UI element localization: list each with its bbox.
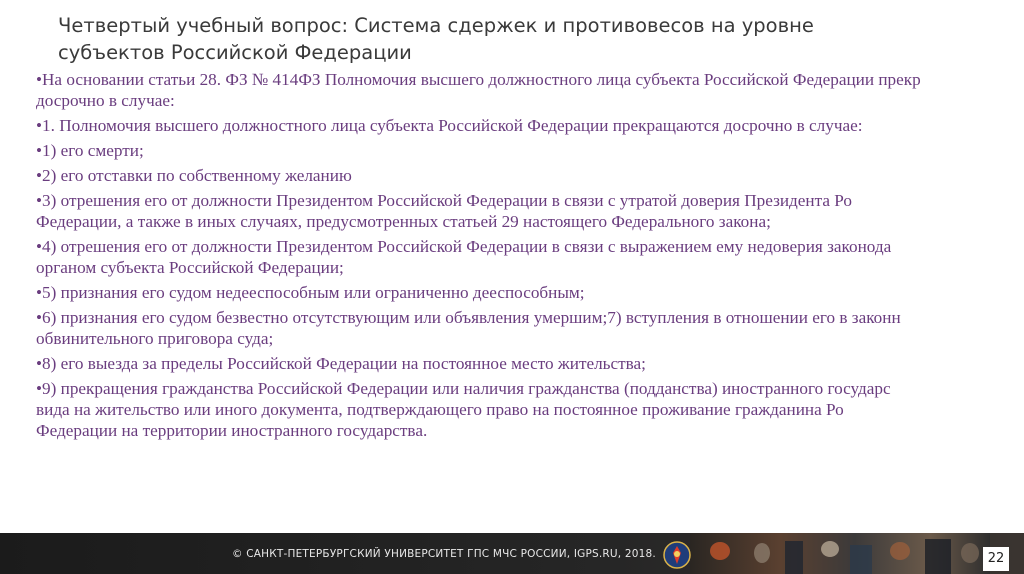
- body-paragraph: [36, 165, 1024, 186]
- body-paragraph: [36, 236, 1024, 278]
- body-paragraph-line: Федерации на территории иностранного государства.: [36, 421, 428, 440]
- body-paragraph-line: •8) его выезда за пределы Российской Федерации на постоянное место жительства;: [36, 354, 646, 373]
- slide-title-line-1: Четвертый учебный вопрос: Система сдержек и противовесов на уровне: [58, 14, 814, 37]
- body-paragraph-line: •4) отрешения его от должности Президентом Российской Федерации в связи с выражением ему недоверия законода: [36, 237, 892, 256]
- body-paragraph: [36, 307, 1024, 349]
- body-paragraph: [36, 115, 1024, 136]
- footer-photo-strip: [690, 533, 990, 574]
- body-paragraph-line: •6) признания его судом безвестно отсутствующим или объявления умершим;7) вступления в отношении его в законн: [36, 308, 901, 327]
- body-paragraph-line: Федерации, а также в иных случаях, предусмотренных статьей 29 настоящего Федерального закона;: [36, 212, 771, 231]
- body-paragraph-line: органом субъекта Российской Федерации;: [36, 258, 344, 277]
- body-paragraph-line: обвинительного приговора суда;: [36, 329, 274, 348]
- body-paragraph-line: •5) признания его судом недееспособным или ограниченно дееспособным;: [36, 283, 585, 302]
- body-paragraph-line: •2) его отставки по собственному желанию: [36, 166, 352, 185]
- slide-body-text: [36, 69, 1024, 445]
- body-paragraph-line: •9) прекращения гражданства Российской Федерации или наличия гражданства (подданства) иностранного государс: [36, 379, 891, 398]
- body-paragraph: [36, 378, 1024, 441]
- body-paragraph-line: вида на жительство или иного документа, подтверждающего право на постоянное проживание гражданина Ро: [36, 400, 844, 419]
- body-paragraph: [36, 353, 1024, 374]
- body-paragraph: [36, 140, 1024, 161]
- slide-title-line-2: субъектов Российской Федерации: [58, 41, 412, 64]
- body-paragraph-line: •3) отрешения его от должности Президентом Российской Федерации в связи с утратой доверия Президента Ро: [36, 191, 852, 210]
- body-paragraph-line: досрочно в случае:: [36, 91, 175, 110]
- slide-page-number: 22: [983, 547, 1009, 571]
- body-paragraph: [36, 282, 1024, 303]
- body-paragraph-line: •1) его смерти;: [36, 141, 144, 160]
- mchs-emblem-icon: [663, 541, 691, 569]
- body-paragraph-line: •На основании статьи 28. ФЗ № 414ФЗ Полномочия высшего должностного лица субъекта Российской Федерации прекр: [36, 70, 921, 89]
- slide-title: [58, 12, 958, 66]
- body-paragraph: [36, 69, 1024, 111]
- body-paragraph-line: •1. Полномочия высшего должностного лица субъекта Российской Федерации прекращаются досрочно в случае:: [36, 116, 863, 135]
- footer-copyright: © САНКТ-ПЕТЕРБУРГСКИЙ УНИВЕРСИТЕТ ГПС МЧС РОССИИ, IGPS.RU, 2018.: [232, 548, 656, 560]
- body-paragraph: [36, 190, 1024, 232]
